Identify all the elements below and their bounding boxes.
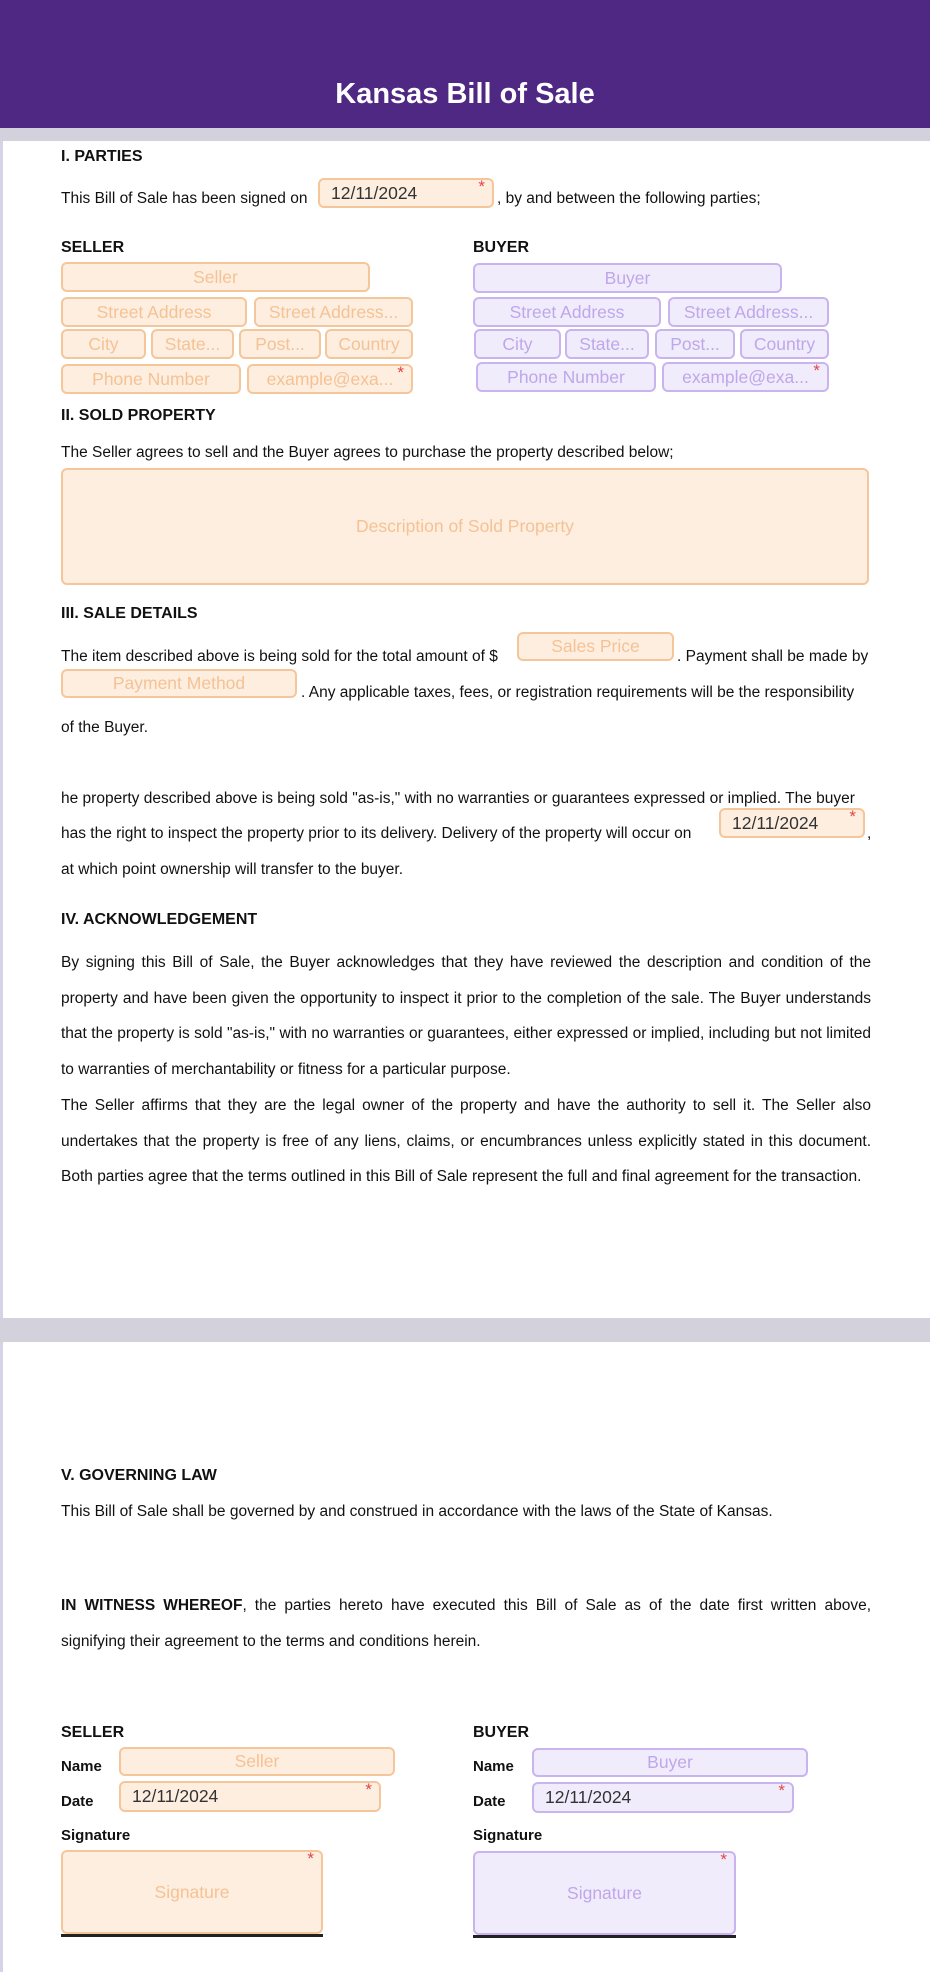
signature-buyer-name-placeholder: Buyer: [647, 1752, 693, 1772]
buyer-street2-field[interactable]: [668, 297, 829, 327]
seller-label: SELLER: [61, 239, 125, 256]
seller-signature-placeholder: Signature: [154, 1881, 230, 1902]
buyer-country-placeholder: Country: [753, 333, 816, 354]
seller-name-field[interactable]: [61, 262, 370, 292]
buyer-signature-label: Signature: [473, 1827, 543, 1844]
signature-seller-label: SELLER: [61, 1724, 125, 1741]
seller-name-label: Name: [61, 1758, 102, 1775]
seller-signature-pad[interactable]: [61, 1850, 323, 1934]
seller-phone-field[interactable]: [61, 364, 241, 394]
buyer-name-label: Name: [473, 1758, 514, 1775]
buyer-street-field[interactable]: [473, 297, 661, 327]
seller-email-field[interactable]: [247, 364, 413, 394]
as-is-text-1: he property described above is being sold "as-is," with no warranties or guarantees expressed or implied. The buyer: [61, 790, 855, 807]
buyer-signature-pad[interactable]: [473, 1851, 736, 1935]
seller-state-field[interactable]: [151, 329, 234, 359]
acknowledgement-paragraph-1: By signing this Bill of Sale, the Buyer acknowledges that they have reviewed the description and condition of the property and have been given the opportunity to inspect it prior to the completion of the sale. The Buyer understands that the property is sold "as-is," with no warranties or guarantees, either expressed or implied, including but not limited to warranties of merchantability or fitness for a particular purpose.: [61, 954, 871, 1078]
signature-buyer-date-field[interactable]: [532, 1782, 794, 1813]
buyer-phone-placeholder: Phone Number: [507, 366, 625, 387]
seller-street-field[interactable]: [61, 297, 247, 327]
sale-details-text-3: . Any applicable taxes, fees, or registration requirements will be the responsibility: [301, 684, 855, 701]
buyer-phone-field[interactable]: [476, 362, 656, 392]
signing-date-value: 12/11/2024: [331, 182, 418, 203]
buyer-email-placeholder: example@exa...: [682, 366, 809, 387]
section-heading-parties: I. PARTIES: [61, 148, 143, 165]
buyer-signature-placeholder: Signature: [567, 1882, 642, 1903]
governing-law-text: This Bill of Sale shall be governed by and construed in accordance with the laws of the State of Kansas.: [61, 1503, 773, 1520]
seller-street-placeholder: Street Address: [96, 301, 212, 322]
sales-price-placeholder: Sales Price: [551, 636, 640, 656]
as-is-text-3: at which point ownership will transfer to the buyer.: [61, 861, 404, 878]
signature-seller-date-value: 12/11/2024: [132, 1786, 219, 1806]
signature-buyer-date-value: 12/11/2024: [545, 1787, 632, 1807]
section-heading-governing-law: V. GOVERNING LAW: [61, 1467, 217, 1484]
seller-name-placeholder: Seller: [193, 266, 238, 287]
payment-method-placeholder: Payment Method: [112, 673, 246, 693]
seller-city-placeholder: City: [88, 333, 119, 354]
seller-phone-placeholder: Phone Number: [92, 368, 210, 389]
buyer-street-placeholder: Street Address: [509, 301, 625, 322]
section-heading-acknowledgement: IV. ACKNOWLEDGEMENT: [61, 911, 258, 928]
required-asterisk: *: [813, 362, 820, 380]
buyer-name-field[interactable]: [473, 263, 782, 293]
seller-postal-field[interactable]: [239, 329, 321, 359]
acknowledgement-paragraph-2: The Seller affirms that they are the legal owner of the property and have the authority to sell it. The Seller also undertakes that the property is free of any liens, claims, or encumbrances unless explicitly stated in this document. Both parties agree that the terms outlined in this Bill of Sale represent the full and final agreement for the transaction.: [61, 1097, 871, 1185]
seller-country-placeholder: Country: [338, 333, 400, 354]
witness-paragraph: [61, 1588, 871, 1659]
buyer-city-placeholder: City: [502, 333, 533, 354]
seller-date-label: Date: [61, 1793, 94, 1810]
signature-buyer-label: BUYER: [473, 1724, 530, 1741]
header-divider: [0, 128, 930, 141]
seller-city-field[interactable]: [61, 329, 146, 359]
signature-seller-name-field[interactable]: [119, 1747, 395, 1776]
required-asterisk: *: [397, 364, 404, 382]
parties-intro-text-end: , by and between the following parties;: [497, 190, 761, 207]
buyer-email-field[interactable]: [662, 362, 829, 392]
sale-details-text-4: of the Buyer.: [61, 719, 149, 736]
required-asterisk: *: [720, 1851, 727, 1869]
sale-details-text-2: . Payment shall be made by: [677, 648, 869, 665]
buyer-name-placeholder: Buyer: [604, 267, 651, 288]
buyer-street2-placeholder: Street Address...: [683, 301, 814, 322]
seller-street2-placeholder: Street Address...: [268, 301, 399, 322]
as-is-text-2: has the right to inspect the property prior to its delivery. Delivery of the property will occur on: [61, 825, 692, 842]
required-asterisk: *: [849, 808, 856, 826]
seller-street2-field[interactable]: [254, 297, 413, 327]
buyer-date-label: Date: [473, 1793, 506, 1810]
section-heading-sale-details: III. SALE DETAILS: [61, 605, 198, 622]
signature-buyer-name-field[interactable]: [532, 1748, 808, 1777]
as-is-text-2-end: ,: [867, 825, 872, 842]
sale-details-text-1: The item described above is being sold for the total amount of $: [61, 648, 498, 665]
signature-seller-name-placeholder: Seller: [234, 1751, 280, 1771]
seller-state-placeholder: State...: [164, 333, 221, 354]
seller-country-field[interactable]: [325, 329, 413, 359]
required-asterisk: *: [365, 1781, 372, 1799]
signing-date-field[interactable]: [318, 178, 494, 208]
buyer-country-field[interactable]: [740, 329, 829, 359]
witness-bold-text: IN WITNESS WHEREOF: [61, 1597, 243, 1614]
buyer-label: BUYER: [473, 239, 530, 256]
page-frame-left: [0, 141, 3, 1318]
required-asterisk: *: [778, 1782, 785, 1800]
section-heading-sold-property: II. SOLD PROPERTY: [61, 407, 216, 424]
buyer-postal-field[interactable]: [655, 329, 735, 359]
page-title: Kansas Bill of Sale: [335, 78, 595, 110]
payment-method-field[interactable]: [61, 669, 297, 698]
sales-price-field[interactable]: [517, 632, 674, 661]
signature-seller-date-field[interactable]: [119, 1781, 381, 1812]
buyer-signature-line: [473, 1935, 736, 1938]
seller-postal-placeholder: Post...: [255, 333, 305, 354]
seller-email-placeholder: example@exa...: [266, 368, 394, 389]
buyer-city-field[interactable]: [474, 329, 561, 359]
buyer-state-field[interactable]: [565, 329, 649, 359]
property-description-placeholder: Description of Sold Property: [356, 516, 574, 536]
required-asterisk: *: [307, 1850, 314, 1868]
page-break: [0, 1318, 930, 1342]
required-asterisk: *: [478, 178, 485, 196]
seller-signature-label: Signature: [61, 1827, 131, 1844]
page-frame-left-2: [0, 1342, 3, 1972]
witness-text: , the parties hereto have executed this Bill of Sale as of the date first written above, signifying their agreement to the terms and conditions herein.: [61, 1597, 871, 1650]
parties-intro-text: This Bill of Sale has been signed on: [61, 190, 308, 207]
sold-property-text: The Seller agrees to sell and the Buyer agrees to purchase the property described below;: [61, 444, 674, 461]
buyer-state-placeholder: State...: [579, 333, 635, 354]
delivery-date-value: 12/11/2024: [732, 812, 819, 833]
property-description-field[interactable]: [61, 468, 869, 585]
delivery-date-field[interactable]: [719, 808, 865, 838]
buyer-postal-placeholder: Post...: [670, 333, 720, 354]
seller-signature-line: [61, 1934, 323, 1937]
